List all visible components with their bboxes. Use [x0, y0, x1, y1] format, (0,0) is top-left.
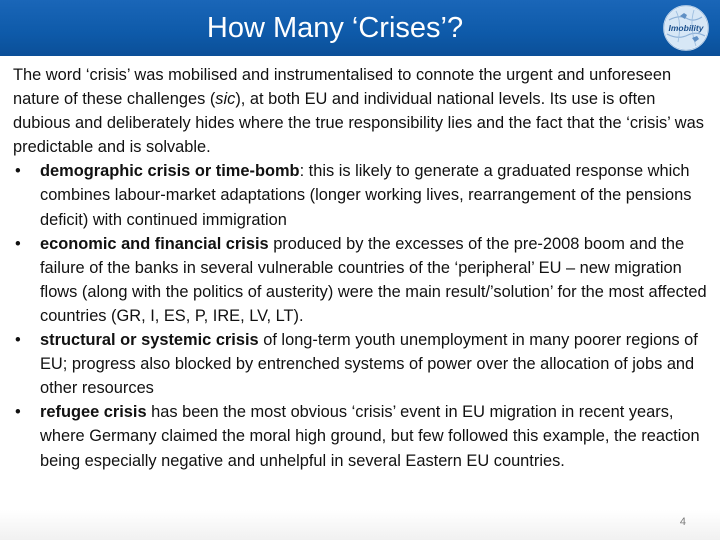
slide-title: How Many ‘Crises’?	[206, 12, 464, 44]
bullet-dot: •	[15, 234, 21, 253]
page-number: 4	[679, 516, 686, 528]
intro-text-2: ), at both EU and individual national levels. Its use is often dubious and deliberately hides where the true responsibility lies and the fact that the ‘crisis’ was predictable and is solvable.	[13, 90, 704, 157]
bullet-term: demographic crisis or time-bomb	[40, 162, 300, 181]
bullet-list	[13, 159, 713, 472]
bullet-item-economic	[13, 232, 713, 328]
bullet-dot: •	[15, 162, 21, 181]
bullet-item-refugee	[13, 400, 713, 472]
globe-logo-icon	[658, 2, 714, 54]
bullet-dot: •	[15, 403, 21, 422]
footer-band	[0, 510, 720, 540]
intro-text-1: The word ‘crisis’ was mobilised and instrumentalised to connote the urgent and unforeseen nature of these challenges (	[13, 66, 672, 109]
title-bar	[0, 0, 720, 56]
bullet-item-structural	[13, 328, 713, 400]
bullet-term: refugee crisis	[40, 403, 147, 422]
bullet-dot: •	[15, 331, 21, 350]
intro-sic: sic	[215, 90, 236, 109]
bullet-term: economic and financial crisis	[40, 234, 269, 253]
bullet-text: : this is likely to generate a graduated response which combines labour-market adaptations (longer working lives, rearrangement of the pensions deficit) with continued immigration	[40, 162, 692, 229]
logo-text: Imobility	[668, 23, 704, 33]
bullet-text: has been the most obvious ‘crisis’ event in EU migration in recent years, where Germany claimed the moral high ground, but few followed this example, the reaction being especially negative and unhelpful in several Eastern EU countries.	[40, 403, 700, 470]
bullet-term: structural or systemic crisis	[40, 331, 259, 350]
bullet-item-demographic	[13, 159, 713, 231]
slide-body	[13, 63, 713, 473]
bullet-text: of long-term youth unemployment in many poorer regions of EU; progress also blocked by entrenched systems of power over the allocation of jobs and other resources	[40, 331, 698, 398]
intro-paragraph	[13, 63, 713, 159]
bullet-text: produced by the excesses of the pre-2008 boom and the failure of the banks in several vulnerable countries of the ‘peripheral’ EU – new migration flows (along with the politics of austerity) were the main result/’solution’ for the most affected countries (GR, I, ES, P, IRE, LV, LT).	[40, 234, 707, 325]
